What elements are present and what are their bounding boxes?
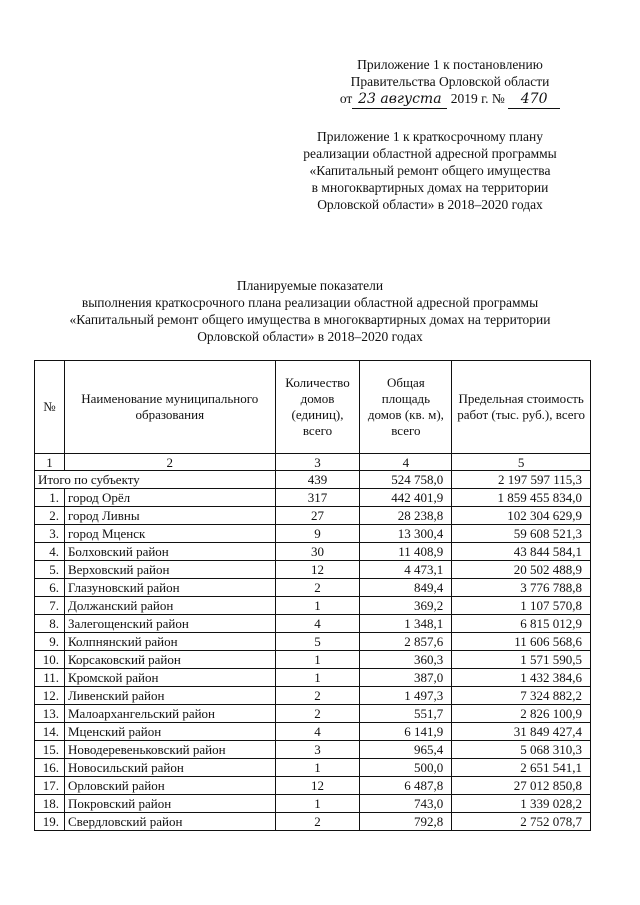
total-area: 524 758,0 bbox=[360, 471, 452, 489]
row-num: 15. bbox=[35, 741, 65, 759]
index-cell: 5 bbox=[452, 454, 591, 471]
row-count: 12 bbox=[275, 777, 360, 795]
row-name: город Мценск bbox=[64, 525, 275, 543]
row-name: Мценский район bbox=[64, 723, 275, 741]
row-name: Должанский район bbox=[64, 597, 275, 615]
row-count: 12 bbox=[275, 561, 360, 579]
annex2-line2: реализации областной адресной программы bbox=[303, 146, 557, 161]
row-cost: 31 849 427,4 bbox=[452, 723, 591, 741]
row-cost: 2 651 541,1 bbox=[452, 759, 591, 777]
row-cost: 1 859 455 834,0 bbox=[452, 489, 591, 507]
row-cost: 5 068 310,3 bbox=[452, 741, 591, 759]
row-count: 9 bbox=[275, 525, 360, 543]
row-num: 8. bbox=[35, 615, 65, 633]
annex-header-resolution bbox=[335, 56, 565, 109]
index-cell: 2 bbox=[64, 454, 275, 471]
row-name: город Ливны bbox=[64, 507, 275, 525]
row-num: 18. bbox=[35, 795, 65, 813]
row-count: 5 bbox=[275, 633, 360, 651]
row-num: 1. bbox=[35, 489, 65, 507]
row-num: 9. bbox=[35, 633, 65, 651]
row-area: 849,4 bbox=[360, 579, 452, 597]
row-count: 30 bbox=[275, 543, 360, 561]
row-num: 2. bbox=[35, 507, 65, 525]
row-area: 6 487,8 bbox=[360, 777, 452, 795]
table-row bbox=[35, 543, 591, 561]
row-cost: 3 776 788,8 bbox=[452, 579, 591, 597]
row-count: 1 bbox=[275, 795, 360, 813]
annex1-line2: Правительства Орловской области bbox=[350, 74, 550, 89]
title-line1: Планируемые показатели bbox=[236, 278, 384, 293]
row-num: 3. bbox=[35, 525, 65, 543]
row-area: 1 497,3 bbox=[360, 687, 452, 705]
table-row bbox=[35, 633, 591, 651]
table-row bbox=[35, 561, 591, 579]
row-cost: 2 826 100,9 bbox=[452, 705, 591, 723]
indicators-table bbox=[34, 360, 591, 831]
row-cost: 1 107 570,8 bbox=[452, 597, 591, 615]
row-num: 6. bbox=[35, 579, 65, 597]
table-row bbox=[35, 777, 591, 795]
row-count: 317 bbox=[275, 489, 360, 507]
title-line4: Орловской области» в 2018–2020 годах bbox=[197, 329, 423, 344]
row-count: 3 bbox=[275, 741, 360, 759]
row-num: 5. bbox=[35, 561, 65, 579]
row-area: 743,0 bbox=[360, 795, 452, 813]
annex1-prefix: от bbox=[339, 91, 353, 106]
row-name: город Орёл bbox=[64, 489, 275, 507]
row-name: Орловский район bbox=[64, 777, 275, 795]
annex2-line4: в многоквартирных домах на территории bbox=[311, 180, 549, 195]
row-cost: 1 339 028,2 bbox=[452, 795, 591, 813]
table-row bbox=[35, 507, 591, 525]
row-name: Новодеревеньковский район bbox=[64, 741, 275, 759]
table-row bbox=[35, 687, 591, 705]
row-area: 442 401,9 bbox=[360, 489, 452, 507]
header-count: Количество домов (единиц), всего bbox=[275, 361, 360, 454]
total-count: 439 bbox=[275, 471, 360, 489]
table-row bbox=[35, 813, 591, 831]
row-name: Покровский район bbox=[64, 795, 275, 813]
annex-header-plan bbox=[285, 128, 575, 213]
row-num: 19. bbox=[35, 813, 65, 831]
table-row bbox=[35, 489, 591, 507]
row-name: Болховский район bbox=[64, 543, 275, 561]
row-num: 10. bbox=[35, 651, 65, 669]
row-name: Ливенский район bbox=[64, 687, 275, 705]
column-index-row bbox=[35, 454, 591, 471]
row-name: Малоархангельский район bbox=[64, 705, 275, 723]
title-line3: «Капитальный ремонт общего имущества в многоквартирных домах на территории bbox=[69, 312, 551, 327]
row-name: Кромской район bbox=[64, 669, 275, 687]
row-area: 2 857,6 bbox=[360, 633, 452, 651]
row-name: Новосильский район bbox=[64, 759, 275, 777]
annex2-line1: Приложение 1 к краткосрочному плану bbox=[317, 129, 543, 144]
table-row bbox=[35, 615, 591, 633]
row-area: 11 408,9 bbox=[360, 543, 452, 561]
row-cost: 43 844 584,1 bbox=[452, 543, 591, 561]
row-area: 28 238,8 bbox=[360, 507, 452, 525]
table-row bbox=[35, 723, 591, 741]
annex1-date-line bbox=[335, 90, 565, 109]
row-num: 4. bbox=[35, 543, 65, 561]
annex2-line5: Орловской области» в 2018–2020 годах bbox=[317, 197, 543, 212]
row-cost: 1 432 384,6 bbox=[452, 669, 591, 687]
header-cost: Предельная стоимость работ (тыс. руб.), всего bbox=[452, 361, 591, 454]
row-num: 14. bbox=[35, 723, 65, 741]
row-cost: 102 304 629,9 bbox=[452, 507, 591, 525]
row-count: 2 bbox=[275, 705, 360, 723]
row-cost: 2 752 078,7 bbox=[452, 813, 591, 831]
row-area: 965,4 bbox=[360, 741, 452, 759]
row-num: 7. bbox=[35, 597, 65, 615]
total-row bbox=[35, 471, 591, 489]
table-row bbox=[35, 579, 591, 597]
annex1-line1: Приложение 1 к постановлению bbox=[357, 57, 543, 72]
row-area: 551,7 bbox=[360, 705, 452, 723]
table-row bbox=[35, 741, 591, 759]
row-num: 12. bbox=[35, 687, 65, 705]
row-name: Свердловский район bbox=[64, 813, 275, 831]
handwritten-number: 470 bbox=[508, 91, 560, 109]
row-count: 1 bbox=[275, 651, 360, 669]
annex1-year-text: 2019 г. № bbox=[450, 91, 505, 106]
row-cost: 11 606 568,6 bbox=[452, 633, 591, 651]
table-row bbox=[35, 597, 591, 615]
table-row bbox=[35, 669, 591, 687]
row-count: 4 bbox=[275, 615, 360, 633]
table-row bbox=[35, 525, 591, 543]
row-num: 16. bbox=[35, 759, 65, 777]
row-name: Колпнянский район bbox=[64, 633, 275, 651]
row-count: 2 bbox=[275, 579, 360, 597]
row-name: Глазуновский район bbox=[64, 579, 275, 597]
header-num: № bbox=[35, 361, 65, 454]
row-num: 17. bbox=[35, 777, 65, 795]
row-count: 1 bbox=[275, 669, 360, 687]
row-area: 500,0 bbox=[360, 759, 452, 777]
row-count: 1 bbox=[275, 759, 360, 777]
row-count: 1 bbox=[275, 597, 360, 615]
header-name: Наименование муниципального образования bbox=[64, 361, 275, 454]
table-header-row bbox=[35, 361, 591, 454]
table-row bbox=[35, 651, 591, 669]
row-area: 4 473,1 bbox=[360, 561, 452, 579]
total-cost: 2 197 597 115,3 bbox=[452, 471, 591, 489]
row-cost: 20 502 488,9 bbox=[452, 561, 591, 579]
index-cell: 1 bbox=[35, 454, 65, 471]
row-cost: 1 571 590,5 bbox=[452, 651, 591, 669]
title-line2: выполнения краткосрочного плана реализации областной адресной программы bbox=[81, 295, 539, 310]
handwritten-date: 23 августа bbox=[352, 91, 447, 109]
row-area: 360,3 bbox=[360, 651, 452, 669]
table-row bbox=[35, 759, 591, 777]
index-cell: 3 bbox=[275, 454, 360, 471]
row-count: 4 bbox=[275, 723, 360, 741]
row-num: 11. bbox=[35, 669, 65, 687]
row-name: Залегощенский район bbox=[64, 615, 275, 633]
header-area: Общая площадь домов (кв. м), всего bbox=[360, 361, 452, 454]
row-num: 13. bbox=[35, 705, 65, 723]
row-name: Верховский район bbox=[64, 561, 275, 579]
row-count: 2 bbox=[275, 813, 360, 831]
row-cost: 59 608 521,3 bbox=[452, 525, 591, 543]
row-cost: 6 815 012,9 bbox=[452, 615, 591, 633]
row-area: 1 348,1 bbox=[360, 615, 452, 633]
total-label: Итого по субъекту bbox=[35, 471, 276, 489]
document-title bbox=[60, 277, 560, 345]
row-area: 6 141,9 bbox=[360, 723, 452, 741]
table-row bbox=[35, 795, 591, 813]
row-area: 387,0 bbox=[360, 669, 452, 687]
row-cost: 27 012 850,8 bbox=[452, 777, 591, 795]
table-row bbox=[35, 705, 591, 723]
index-cell: 4 bbox=[360, 454, 452, 471]
row-count: 27 bbox=[275, 507, 360, 525]
row-count: 2 bbox=[275, 687, 360, 705]
row-area: 13 300,4 bbox=[360, 525, 452, 543]
row-cost: 7 324 882,2 bbox=[452, 687, 591, 705]
row-area: 369,2 bbox=[360, 597, 452, 615]
row-area: 792,8 bbox=[360, 813, 452, 831]
annex2-line3: «Капитальный ремонт общего имущества bbox=[309, 163, 551, 178]
row-name: Корсаковский район bbox=[64, 651, 275, 669]
